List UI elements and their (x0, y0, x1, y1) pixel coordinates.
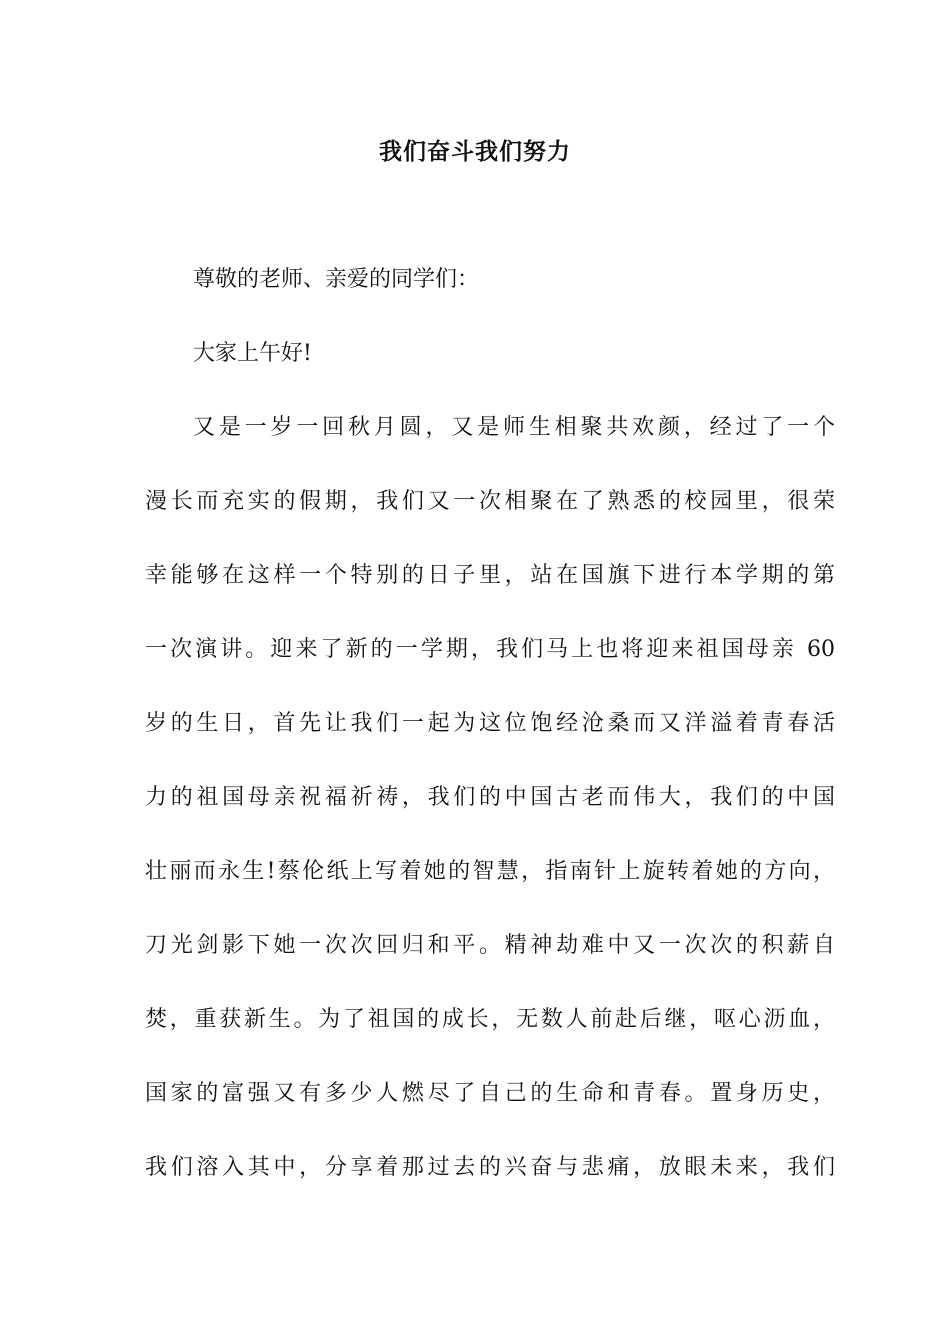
paragraph-line: 力的祖国母亲祝福祈祷，我们的中国古老而伟大，我们的中国 (145, 785, 835, 810)
paragraph-line: 焚，重获新生。为了祖国的成长，无数人前赴后继，呕心沥血， (145, 1007, 835, 1032)
paragraph-line: 幸能够在这样一个特别的日子里，站在国旗下进行本学期的第 (145, 563, 835, 588)
paragraph-line: 壮丽而永生!蔡伦纸上写着她的智慧，指南针上旋转着她的方向， (145, 859, 835, 884)
paragraph-line: 国家的富强又有多少人燃尽了自己的生命和青春。置身历史， (145, 1081, 835, 1106)
paragraph-line: 一次演讲。迎来了新的一学期，我们马上也将迎来祖国母亲 60 (145, 637, 835, 662)
paragraph-line: 我们溶入其中，分享着那过去的兴奋与悲痛，放眼未来，我们 (145, 1155, 835, 1180)
salutation-line: 尊敬的老师、亲爱的同学们： (193, 267, 480, 292)
paragraph-line: 岁的生日，首先让我们一起为这位饱经沧桑而又洋溢着青春活 (145, 711, 835, 736)
paragraph-line: 又是一岁一回秋月圆，又是师生相聚共欢颜，经过了一个 (193, 415, 835, 440)
document-body (145, 260, 835, 1222)
paragraph-line: 刀光剑影下她一次次回归和平。精神劫难中又一次次的积薪自 (145, 933, 835, 958)
paragraph-line: 漫长而充实的假期，我们又一次相聚在了熟悉的校园里，很荣 (145, 489, 835, 514)
greeting-line: 大家上午好! (193, 341, 312, 366)
document-title: 我们奋斗我们努力 (379, 138, 571, 165)
